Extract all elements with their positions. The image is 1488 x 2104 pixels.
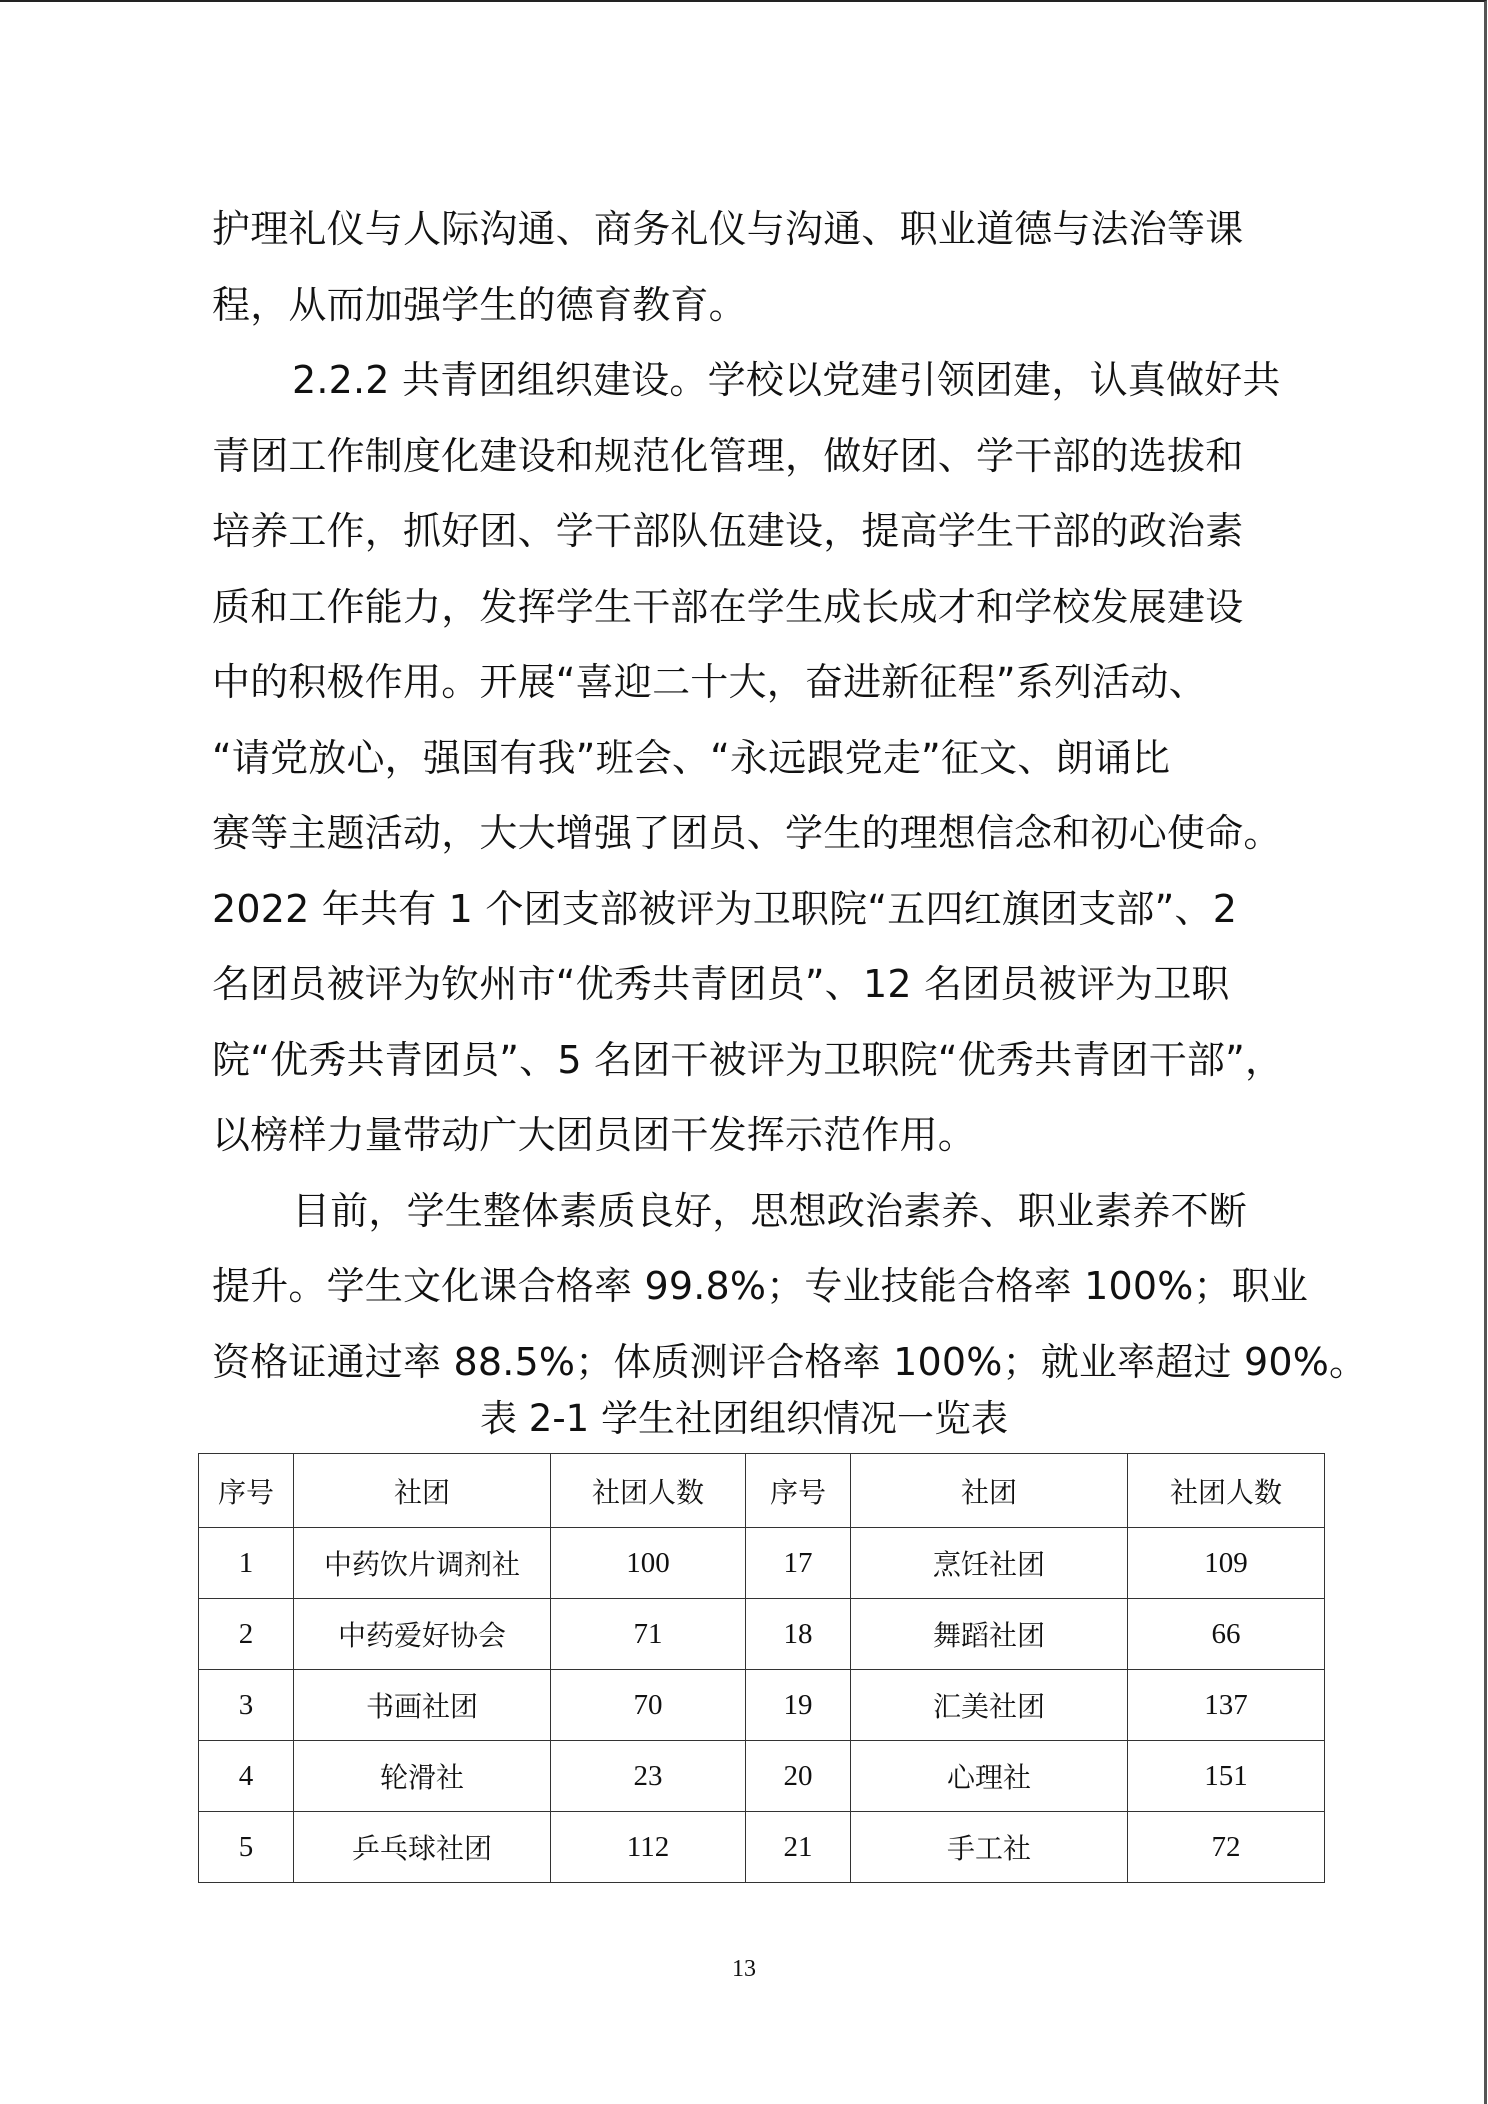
paragraph-line: 目前，学生整体素质良好，思想政治素养、职业素养不断 bbox=[292, 1188, 1248, 1233]
cell-index: 2 bbox=[199, 1599, 294, 1670]
cell-members: 71 bbox=[551, 1599, 746, 1670]
cell-members: 23 bbox=[551, 1741, 746, 1812]
cell-index: 20 bbox=[746, 1741, 851, 1812]
body-text bbox=[212, 192, 1368, 1400]
cell-members: 70 bbox=[551, 1670, 746, 1741]
table-row bbox=[199, 1812, 1325, 1883]
table-row bbox=[199, 1741, 1325, 1812]
paragraph-line: 护理礼仪与人际沟通、商务礼仪与沟通、职业道德与法治等课 bbox=[212, 207, 1244, 251]
paragraph-line: 资格证通过率 88.5%；体质测评合格率 100%；就业率超过 90%。 bbox=[212, 1339, 1368, 1384]
cell-members: 109 bbox=[1128, 1528, 1325, 1599]
cell-members: 100 bbox=[551, 1528, 746, 1599]
cell-index: 3 bbox=[199, 1670, 294, 1741]
paragraph-line: 质和工作能力，发挥学生干部在学生成长成才和学校发展建设 bbox=[212, 584, 1244, 629]
paragraph-line: 院“优秀共青团员”、5 名团干被评为卫职院“优秀共青团干部”， bbox=[212, 1037, 1284, 1082]
cell-index: 19 bbox=[746, 1670, 851, 1741]
cell-members: 66 bbox=[1128, 1599, 1325, 1670]
cell-club: 烹饪社团 bbox=[851, 1528, 1128, 1599]
cell-club: 乒乓球社团 bbox=[294, 1812, 551, 1883]
paragraph-line: 中的积极作用。开展“喜迎二十大，奋进新征程”系列活动、 bbox=[212, 660, 1207, 704]
cell-index: 4 bbox=[199, 1741, 294, 1812]
paragraph-line: 提升。学生文化课合格率 99.8%；专业技能合格率 100%；职业 bbox=[212, 1264, 1309, 1308]
paragraph-line: 2022 年共有 1 个团支部被评为卫职院“五四红旗团支部”、2 bbox=[212, 886, 1238, 931]
cell-members: 151 bbox=[1128, 1741, 1325, 1812]
paragraph-line: 青团工作制度化建设和规范化管理，做好团、学干部的选拔和 bbox=[212, 433, 1244, 478]
cell-club: 中药爱好协会 bbox=[294, 1599, 551, 1670]
table-caption: 表 2-1 学生社团组织情况一览表 bbox=[480, 1397, 1008, 1440]
cell-members: 137 bbox=[1128, 1670, 1325, 1741]
cell-club: 汇美社团 bbox=[851, 1670, 1128, 1741]
header-index: 序号 bbox=[746, 1454, 851, 1528]
student-clubs-table bbox=[198, 1453, 1325, 1883]
paragraph-line: 培养工作，抓好团、学干部队伍建设，提高学生干部的政治素 bbox=[212, 509, 1244, 553]
paragraph-line: 以榜样力量带动广大团员团干发挥示范作用。 bbox=[212, 1113, 977, 1157]
paragraph-line: “请党放心，强国有我”班会、“永远跟党走”征文、朗诵比 bbox=[212, 735, 1171, 780]
cell-index: 1 bbox=[199, 1528, 294, 1599]
cell-club: 书画社团 bbox=[294, 1670, 551, 1741]
header-members: 社团人数 bbox=[551, 1454, 746, 1528]
cell-members: 72 bbox=[1128, 1812, 1325, 1883]
table-row bbox=[199, 1599, 1325, 1670]
section-heading-line: 2.2.2 共青团组织建设。学校以党建引领团建，认真做好共 bbox=[292, 358, 1281, 402]
header-club: 社团 bbox=[294, 1454, 551, 1528]
paragraph-line: 程，从而加强学生的德育教育。 bbox=[212, 282, 747, 327]
cell-index: 5 bbox=[199, 1812, 294, 1883]
paragraph-line: 名团员被评为钦州市“优秀共青团员”、12 名团员被评为卫职 bbox=[212, 962, 1230, 1006]
table-row bbox=[199, 1670, 1325, 1741]
cell-club: 心理社 bbox=[851, 1741, 1128, 1812]
paragraph-line: 赛等主题活动，大大增强了团员、学生的理想信念和初心使命。 bbox=[212, 811, 1282, 855]
cell-members: 112 bbox=[551, 1812, 746, 1883]
cell-index: 17 bbox=[746, 1528, 851, 1599]
page-number: 13 bbox=[732, 1956, 756, 1982]
table-header-row bbox=[199, 1454, 1325, 1528]
table-row bbox=[199, 1528, 1325, 1599]
cell-club: 轮滑社 bbox=[294, 1741, 551, 1812]
header-members: 社团人数 bbox=[1128, 1454, 1325, 1528]
header-index: 序号 bbox=[199, 1454, 294, 1528]
cell-club: 中药饮片调剂社 bbox=[294, 1528, 551, 1599]
cell-index: 21 bbox=[746, 1812, 851, 1883]
cell-club: 手工社 bbox=[851, 1812, 1128, 1883]
cell-index: 18 bbox=[746, 1599, 851, 1670]
cell-club: 舞蹈社团 bbox=[851, 1599, 1128, 1670]
header-club: 社团 bbox=[851, 1454, 1128, 1528]
